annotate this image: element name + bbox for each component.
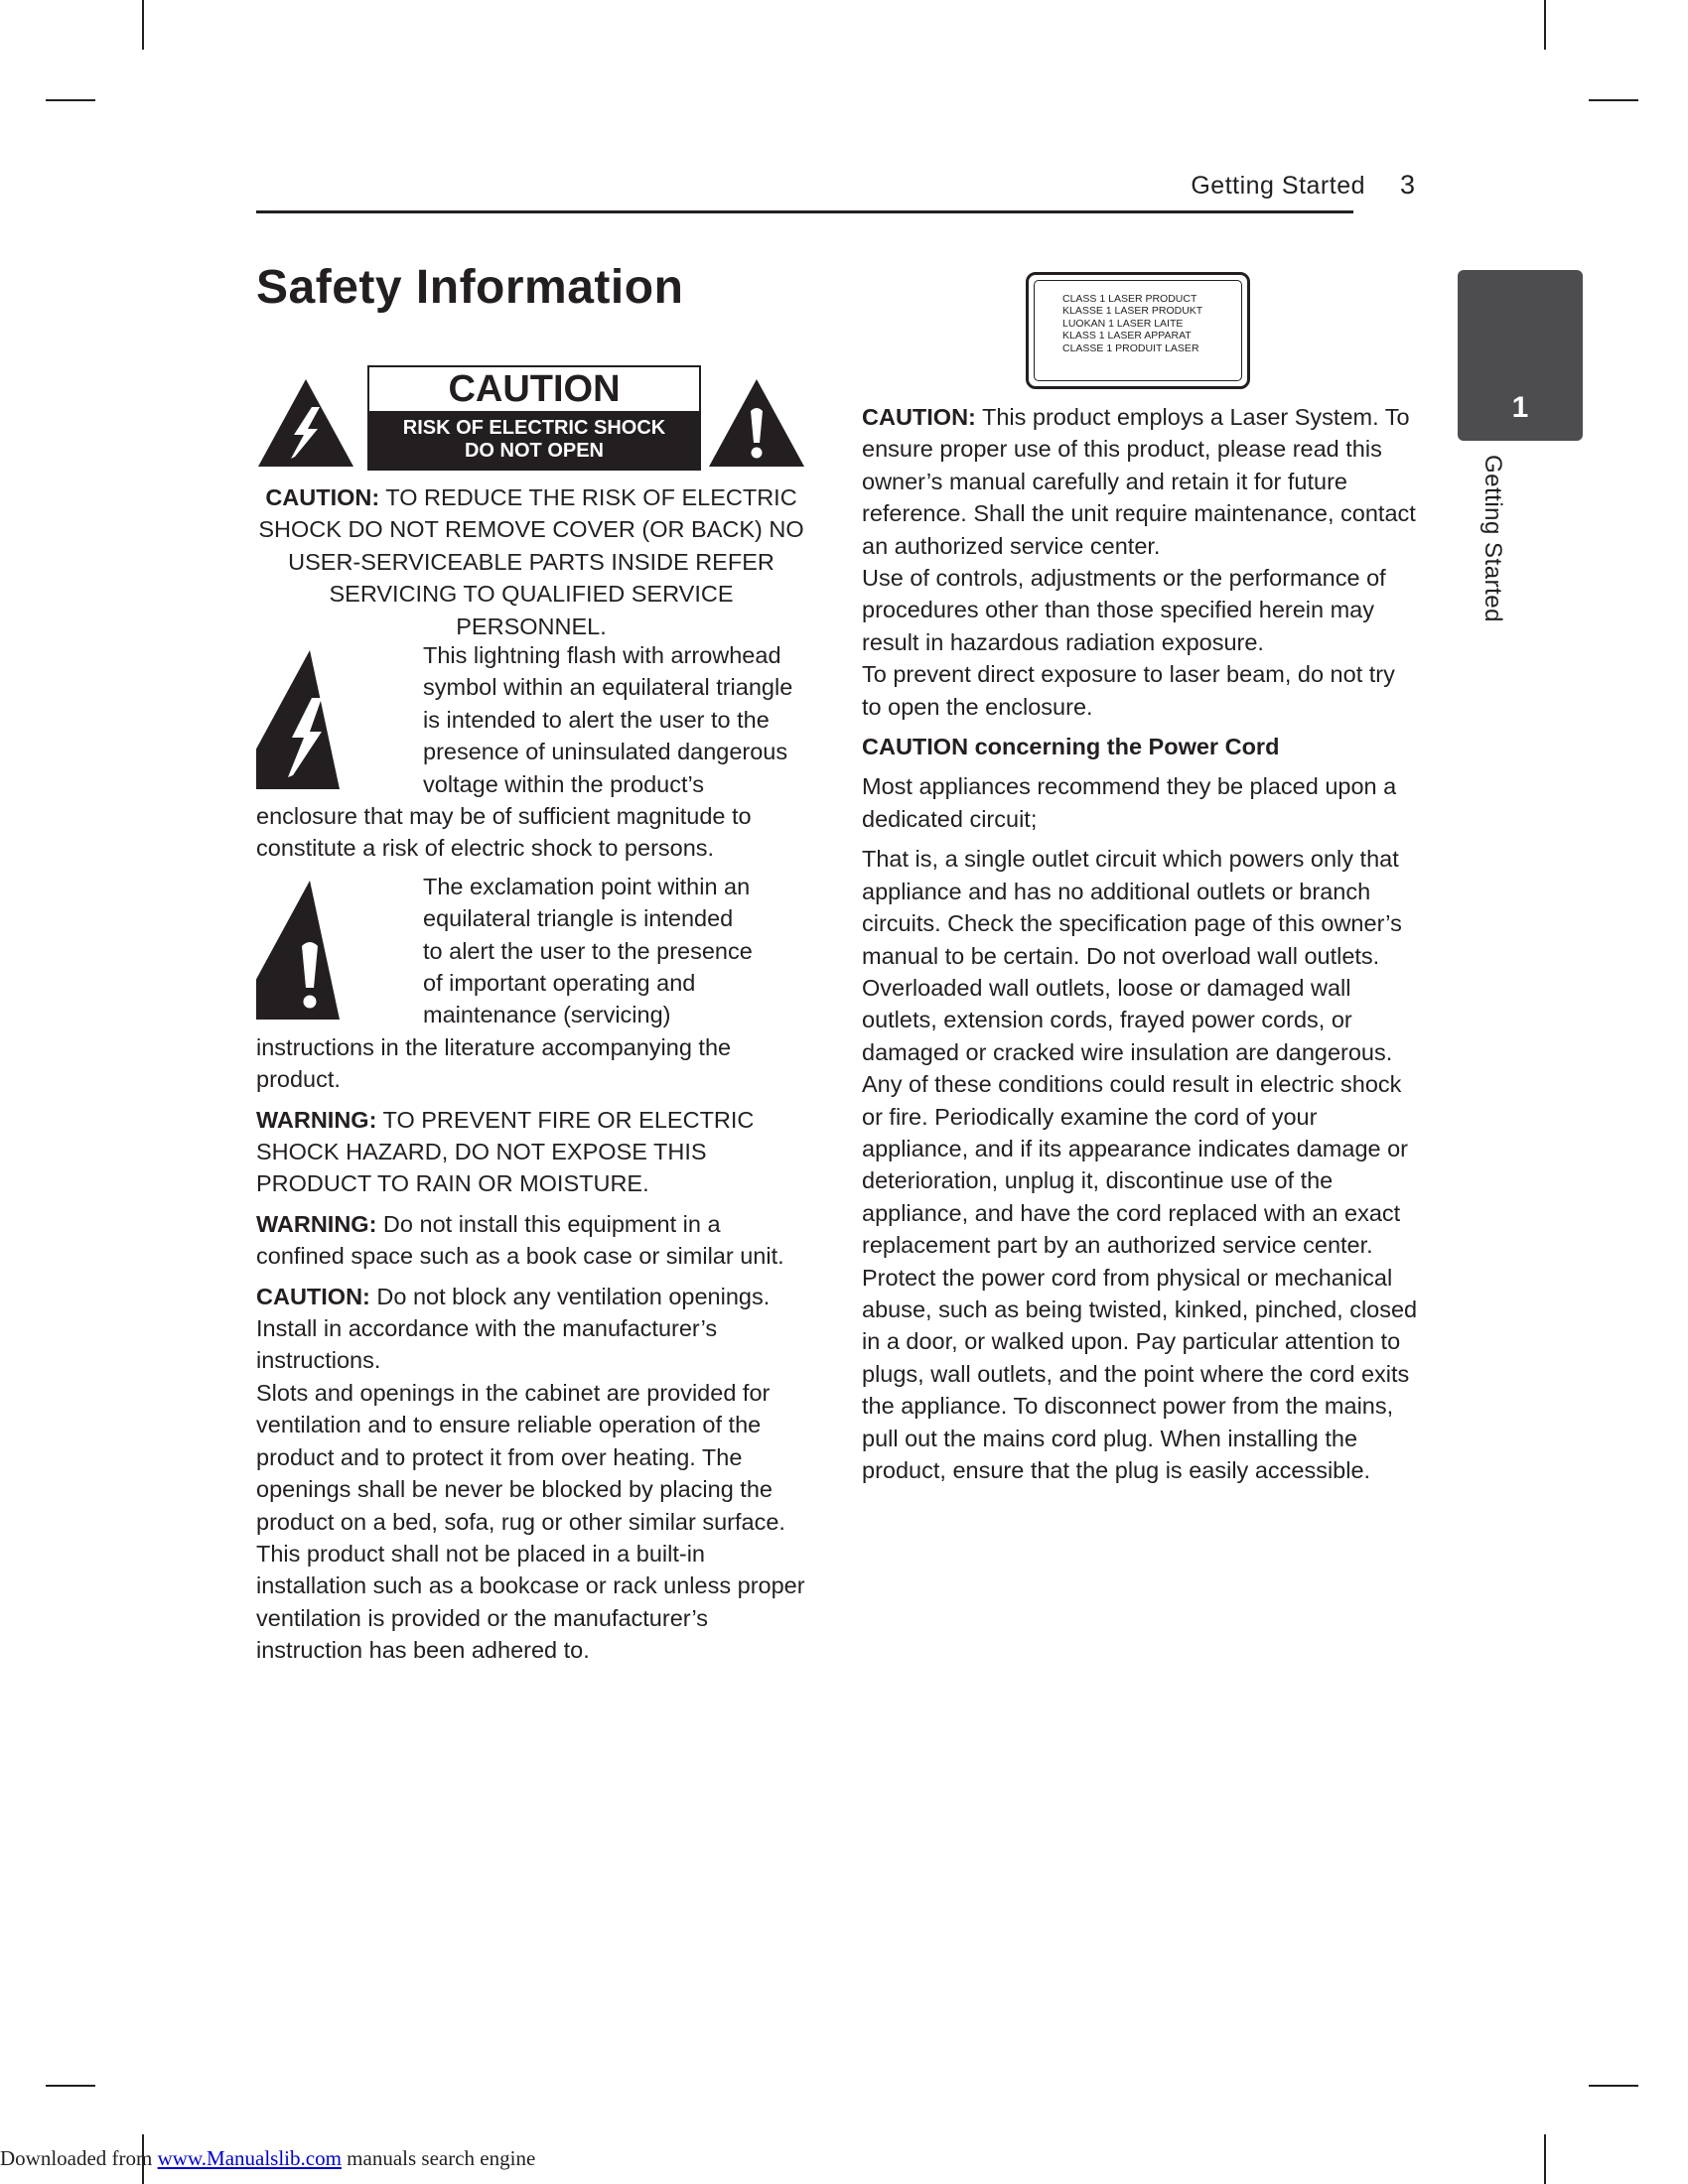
warning-paragraph (256, 1104, 812, 1200)
lightning-text-line: is intended to alert the user to the (423, 706, 770, 733)
chapter-label-text: Getting Started (1479, 455, 1506, 622)
caution-text: This product employs a Laser System. To ensure proper use of this product, please read this owner’s manual carefully and retain it for future reference. Shall the unit require maintenance, contact an authorized service center. (862, 404, 1416, 559)
crop-mark (142, 0, 144, 50)
crop-mark (1544, 2134, 1546, 2184)
slots-paragraph: Slots and openings in the cabinet are provided for ventilation and to ensure reliable operation of the product and to protect it from over heating. The openings shall be never be blocked by placing the product on a bed, sofa, rug or other similar surface. This product shall not be placed in a built-in installation such as a bookcase or rack unless proper ventilation is provided or the manufacturer’s instruction has been adhered to. (256, 1379, 805, 1664)
crop-mark (46, 2085, 95, 2087)
running-header (256, 167, 1415, 214)
caution-word: CAUTION (448, 368, 621, 410)
exclamation-text-line: to alert the user to the presence (423, 937, 753, 964)
exclamation-text-line: equilateral triangle is intended (423, 905, 734, 932)
crop-mark (1544, 0, 1546, 50)
caution-box (367, 365, 701, 471)
lightning-symbol-icon (256, 646, 365, 793)
caution-banner (256, 365, 806, 471)
caution-subtext (369, 411, 699, 469)
caution-text: TO REDUCE THE RISK OF ELECTRIC SHOCK DO NOT REMOVE COVER (OR BACK) NO USER-SERVICEABLE PARTS INSIDE REFER SERVICING TO QUALIFIED SERVICE PERSONNEL. (258, 484, 804, 639)
exclamation-text-line: product. (256, 1066, 341, 1093)
laser-label-line: KLASSE 1 LASER PRODUKT (1062, 305, 1203, 318)
lightning-text-line: constitute a risk of electric shock to persons. (256, 835, 715, 862)
warning-label: WARNING: (256, 1106, 377, 1133)
warning-paragraph (256, 1208, 812, 1273)
left-column (256, 639, 812, 1667)
power-cord-heading: CAUTION concerning the Power Cord (862, 734, 1280, 760)
exclamation-text-line: maintenance (servicing) (423, 1002, 671, 1028)
lightning-text-line: presence of uninsulated dangerous (423, 739, 788, 765)
laser-label-line: CLASSE 1 PRODUIT LASER (1062, 341, 1199, 354)
page-number: 3 (1399, 170, 1415, 200)
caution-statement (256, 481, 806, 642)
chapter-label (1473, 455, 1508, 653)
laser-use-paragraph: Use of controls, adjustments or the performance of procedures other than those specified herein may result in hazardous radiation exposure. (862, 565, 1386, 655)
ventilation-caution (256, 1281, 812, 1377)
exclamation-text-line: instructions in the literature accompanying the (256, 1033, 732, 1060)
power-cord-paragraph: Most appliances recommend they be placed upon a dedicated circuit; (862, 773, 1397, 832)
caution-subtext-line: DO NOT OPEN (464, 440, 604, 462)
exclamation-text-line: of important operating and (423, 970, 696, 997)
caution-text: Do not block any ventilation openings. Install in accordance with the manufacturer’s instructions. (256, 1283, 771, 1374)
exclamation-warning-icon (707, 377, 806, 469)
footer-prefix: Downloaded from (0, 2146, 158, 2170)
crop-mark (1589, 99, 1638, 101)
caution-subtext-line: RISK OF ELECTRIC SHOCK (402, 417, 666, 439)
laser-label-line: CLASS 1 LASER PRODUCT (1062, 293, 1197, 305)
crop-mark (1589, 2085, 1638, 2087)
warning-text: Do not install this equipment in a confined space such as a book case or similar unit. (256, 1210, 784, 1270)
laser-exposure-paragraph: To prevent direct exposure to laser beam, do not try to open the enclosure. (862, 661, 1395, 720)
laser-label-line: KLASS 1 LASER APPARAT (1062, 330, 1192, 342)
chapter-tab (1458, 270, 1583, 441)
caution-label: CAUTION: (862, 404, 976, 430)
exclamation-explanation (256, 871, 812, 1031)
chapter-number: 1 (1511, 391, 1529, 424)
lightning-text-line: voltage within the product’s (423, 770, 705, 797)
footer-suffix: manuals search engine (341, 2146, 536, 2170)
lightning-explanation (256, 639, 812, 800)
lightning-text-line: This lightning flash with arrowhead (423, 642, 781, 668)
header-section-title: Getting Started (1191, 172, 1365, 200)
lightning-text-line: symbol within an equilateral triangle (423, 674, 793, 701)
page-title: Safety Information (256, 261, 684, 314)
header-rule (256, 210, 1353, 213)
laser-class-label (1026, 272, 1250, 389)
download-footer (0, 2146, 535, 2171)
footer-link[interactable]: www.Manualslib.com (157, 2146, 342, 2170)
lightning-text-line: enclosure that may be of sufficient magnitude to (256, 803, 752, 829)
caution-label: CAUTION: (265, 484, 380, 510)
power-cord-paragraph: That is, a single outlet circuit which powers only that appliance and has no additional outlets or branch circuits. Check the specification page of this owner’s manual to be certain. Do not overload wall outlets. Overloaded wall outlets, loose or damaged wall outlets, extension cords, frayed power cords, or damaged or cracked wire insulation are dangerous. Any of these conditions could result in electric shock or fire. Periodically examine the cord of your appliance, and if its appearance indicates damage or deterioration, unplug it, discontinue use of the appliance, and have the cord replaced with an exact replacement part by an authorized service center. Protect the power cord from physical or mechanical abuse, such as being twisted, kinked, pinched, closed in a door, or walked upon. Pay particular attention to plugs, wall outlets, and the point where the cord exits the appliance. To disconnect power from the mains, pull out the mains cord plug. When installing the product, ensure that the plug is easily accessible. (862, 846, 1418, 1483)
warning-text: TO PREVENT FIRE OR ELECTRIC SHOCK HAZARD, DO NOT EXPOSE THIS PRODUCT TO RAIN OR MOISTURE. (256, 1106, 755, 1197)
caution-label: CAUTION: (256, 1283, 370, 1309)
lightning-warning-icon (256, 377, 355, 469)
exclamation-text-line: The exclamation point within an (423, 873, 751, 899)
warning-label: WARNING: (256, 1210, 377, 1237)
laser-caution (862, 401, 1418, 562)
crop-mark (46, 99, 95, 101)
right-column (862, 401, 1418, 1486)
exclamation-symbol-icon (256, 877, 365, 1024)
laser-label-line: LUOKAN 1 LASER LAITE (1062, 317, 1184, 330)
